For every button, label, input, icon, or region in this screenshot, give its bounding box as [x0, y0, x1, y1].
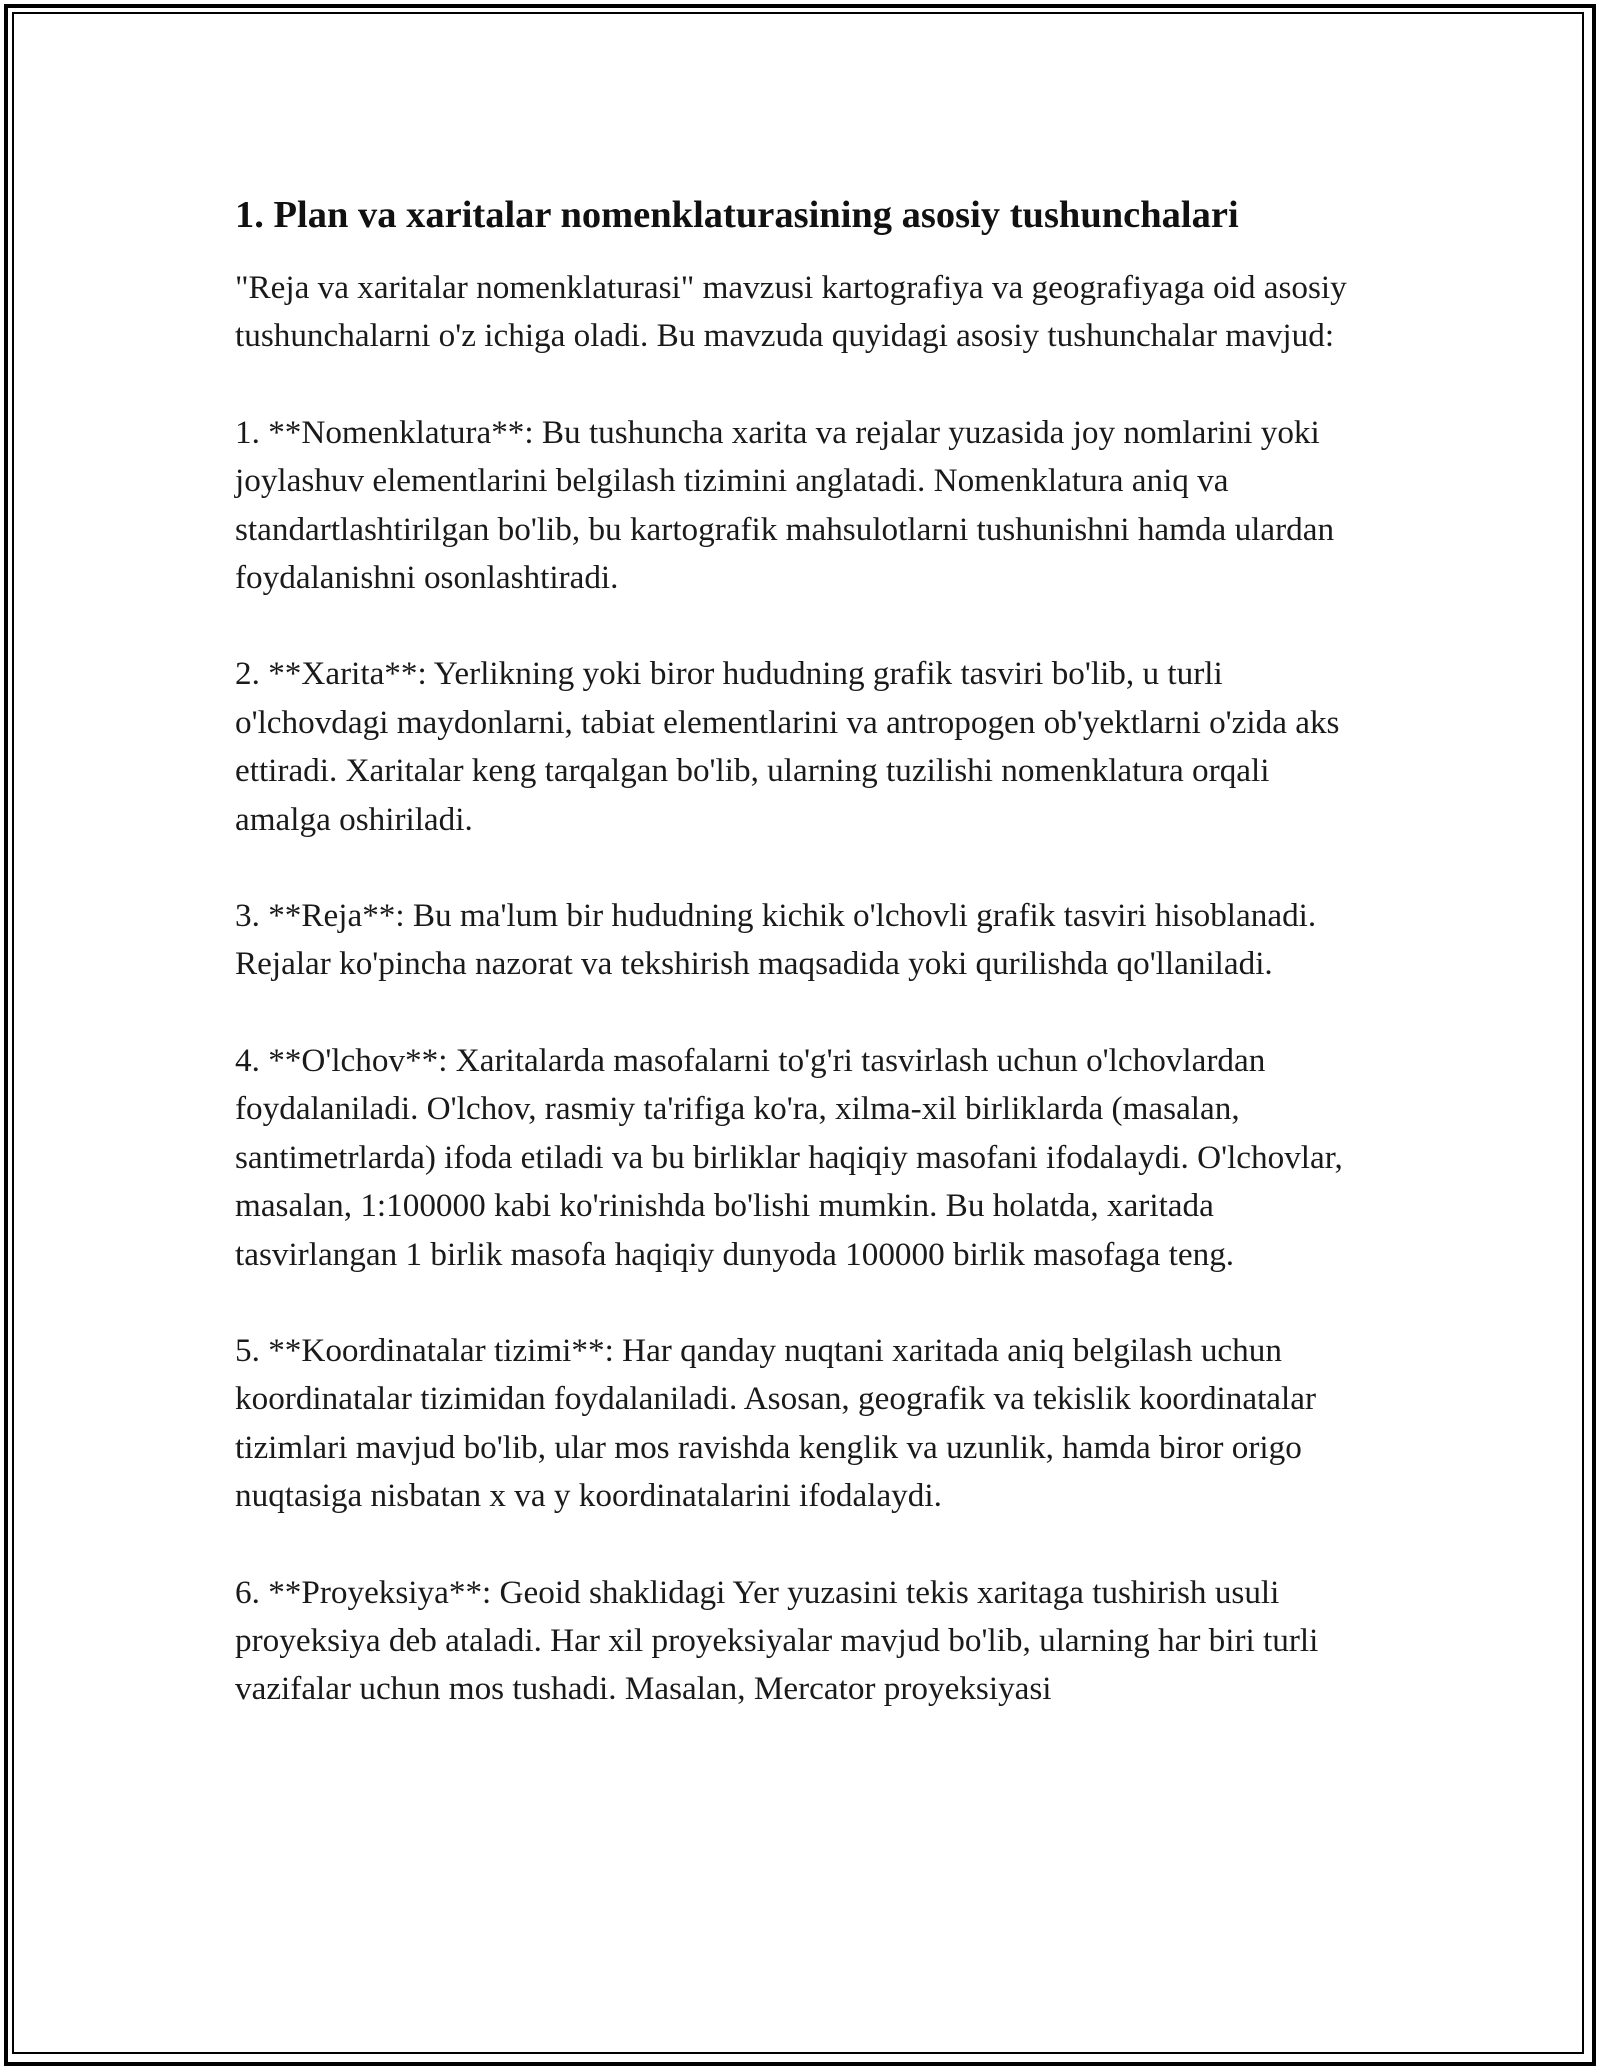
paragraph-nomenklatura: 1. **Nomenklatura**: Bu tushuncha xarita va rejalar yuzasida joy nomlarini yoki joylashuv elementlarini belgilash tizimini anglatadi. Nomenklatura aniq va standartlashtirilgan bo'lib, bu kartografik mahsulotlarni tushunishni hamda ulardan foydalanishni osonlashtiradi. [235, 413, 1335, 597]
paragraph-koordinatalar: 5. **Koordinatalar tizimi**: Har qanday nuqtani xaritada aniq belgilash uchun koordinatalar tizimidan foydalaniladi. Asosan, geografik va tekislik koordinatalar tizimlari mavjud bo'lib, ular mos ravishda kenglik va uzunlik, hamda biror origo nuqtasiga nisbatan x va y koordinatalarini ifodalaydi. [235, 1331, 1317, 1515]
paragraph-xarita: 2. **Xarita**: Yerlikning yoki biror hududning grafik tasviri bo'lib, u turli o'lchovdagi maydonlarni, tabiat elementlarini va antropogen ob'yektlarni o'zida aks ettiradi. Xaritalar keng tarqalgan bo'lib, ularning tuzilishi nomenklatura orqali amalga oshiriladi. [235, 655, 1340, 838]
paragraph-proyeksiya: 6. **Proyeksiya**: Geoid shaklidagi Yer yuzasini tekis xaritaga tushirish usuli proyeksiya deb ataladi. Har xil proyeksiyalar mavjud bo'lib, ularning har biri turli vazifalar uchun mos tushadi. Masalan, Mercator proyeksiyasi [235, 1573, 1319, 1708]
paragraph-olchov: 4. **O'lchov**: Xaritalarda masofalarni to'g'ri tasvirlash uchun o'lchovlardan foydalaniladi. O'lchov, rasmiy ta'rifiga ko'ra, xilma-xil birliklarda (masalan, santimetrlarda) ifoda etiladi va bu birliklar haqiqiy masofani ifodalaydi. O'lchovlar, masalan, 1:100000 kabi ko'rinishda bo'lishi mumkin. Bu holatda, xaritada tasvirlangan 1 birlik masofa haqiqiy dunyoda 100000 birlik masofaga teng. [235, 1041, 1343, 1273]
document-body [235, 188, 1370, 1762]
page-title: 1. Plan va xaritalar nomenklaturasining asosiy tushunchalari [235, 194, 1239, 236]
paragraph-reja: 3. **Reja**: Bu ma'lum bir hududning kichik o'lchovli grafik tasviri hisoblanadi. Rejalar ko'pincha nazorat va tekshirish maqsadida yoki qurilishda qo'llaniladi. [235, 897, 1317, 983]
intro-paragraph: "Reja va xaritalar nomenklaturasi" mavzusi kartografiya va geografiyaga oid asosiy tushunchalarni o'z ichiga oladi. Bu mavzuda quyidagi asosiy tushunchalar mavjud: [235, 269, 1347, 355]
